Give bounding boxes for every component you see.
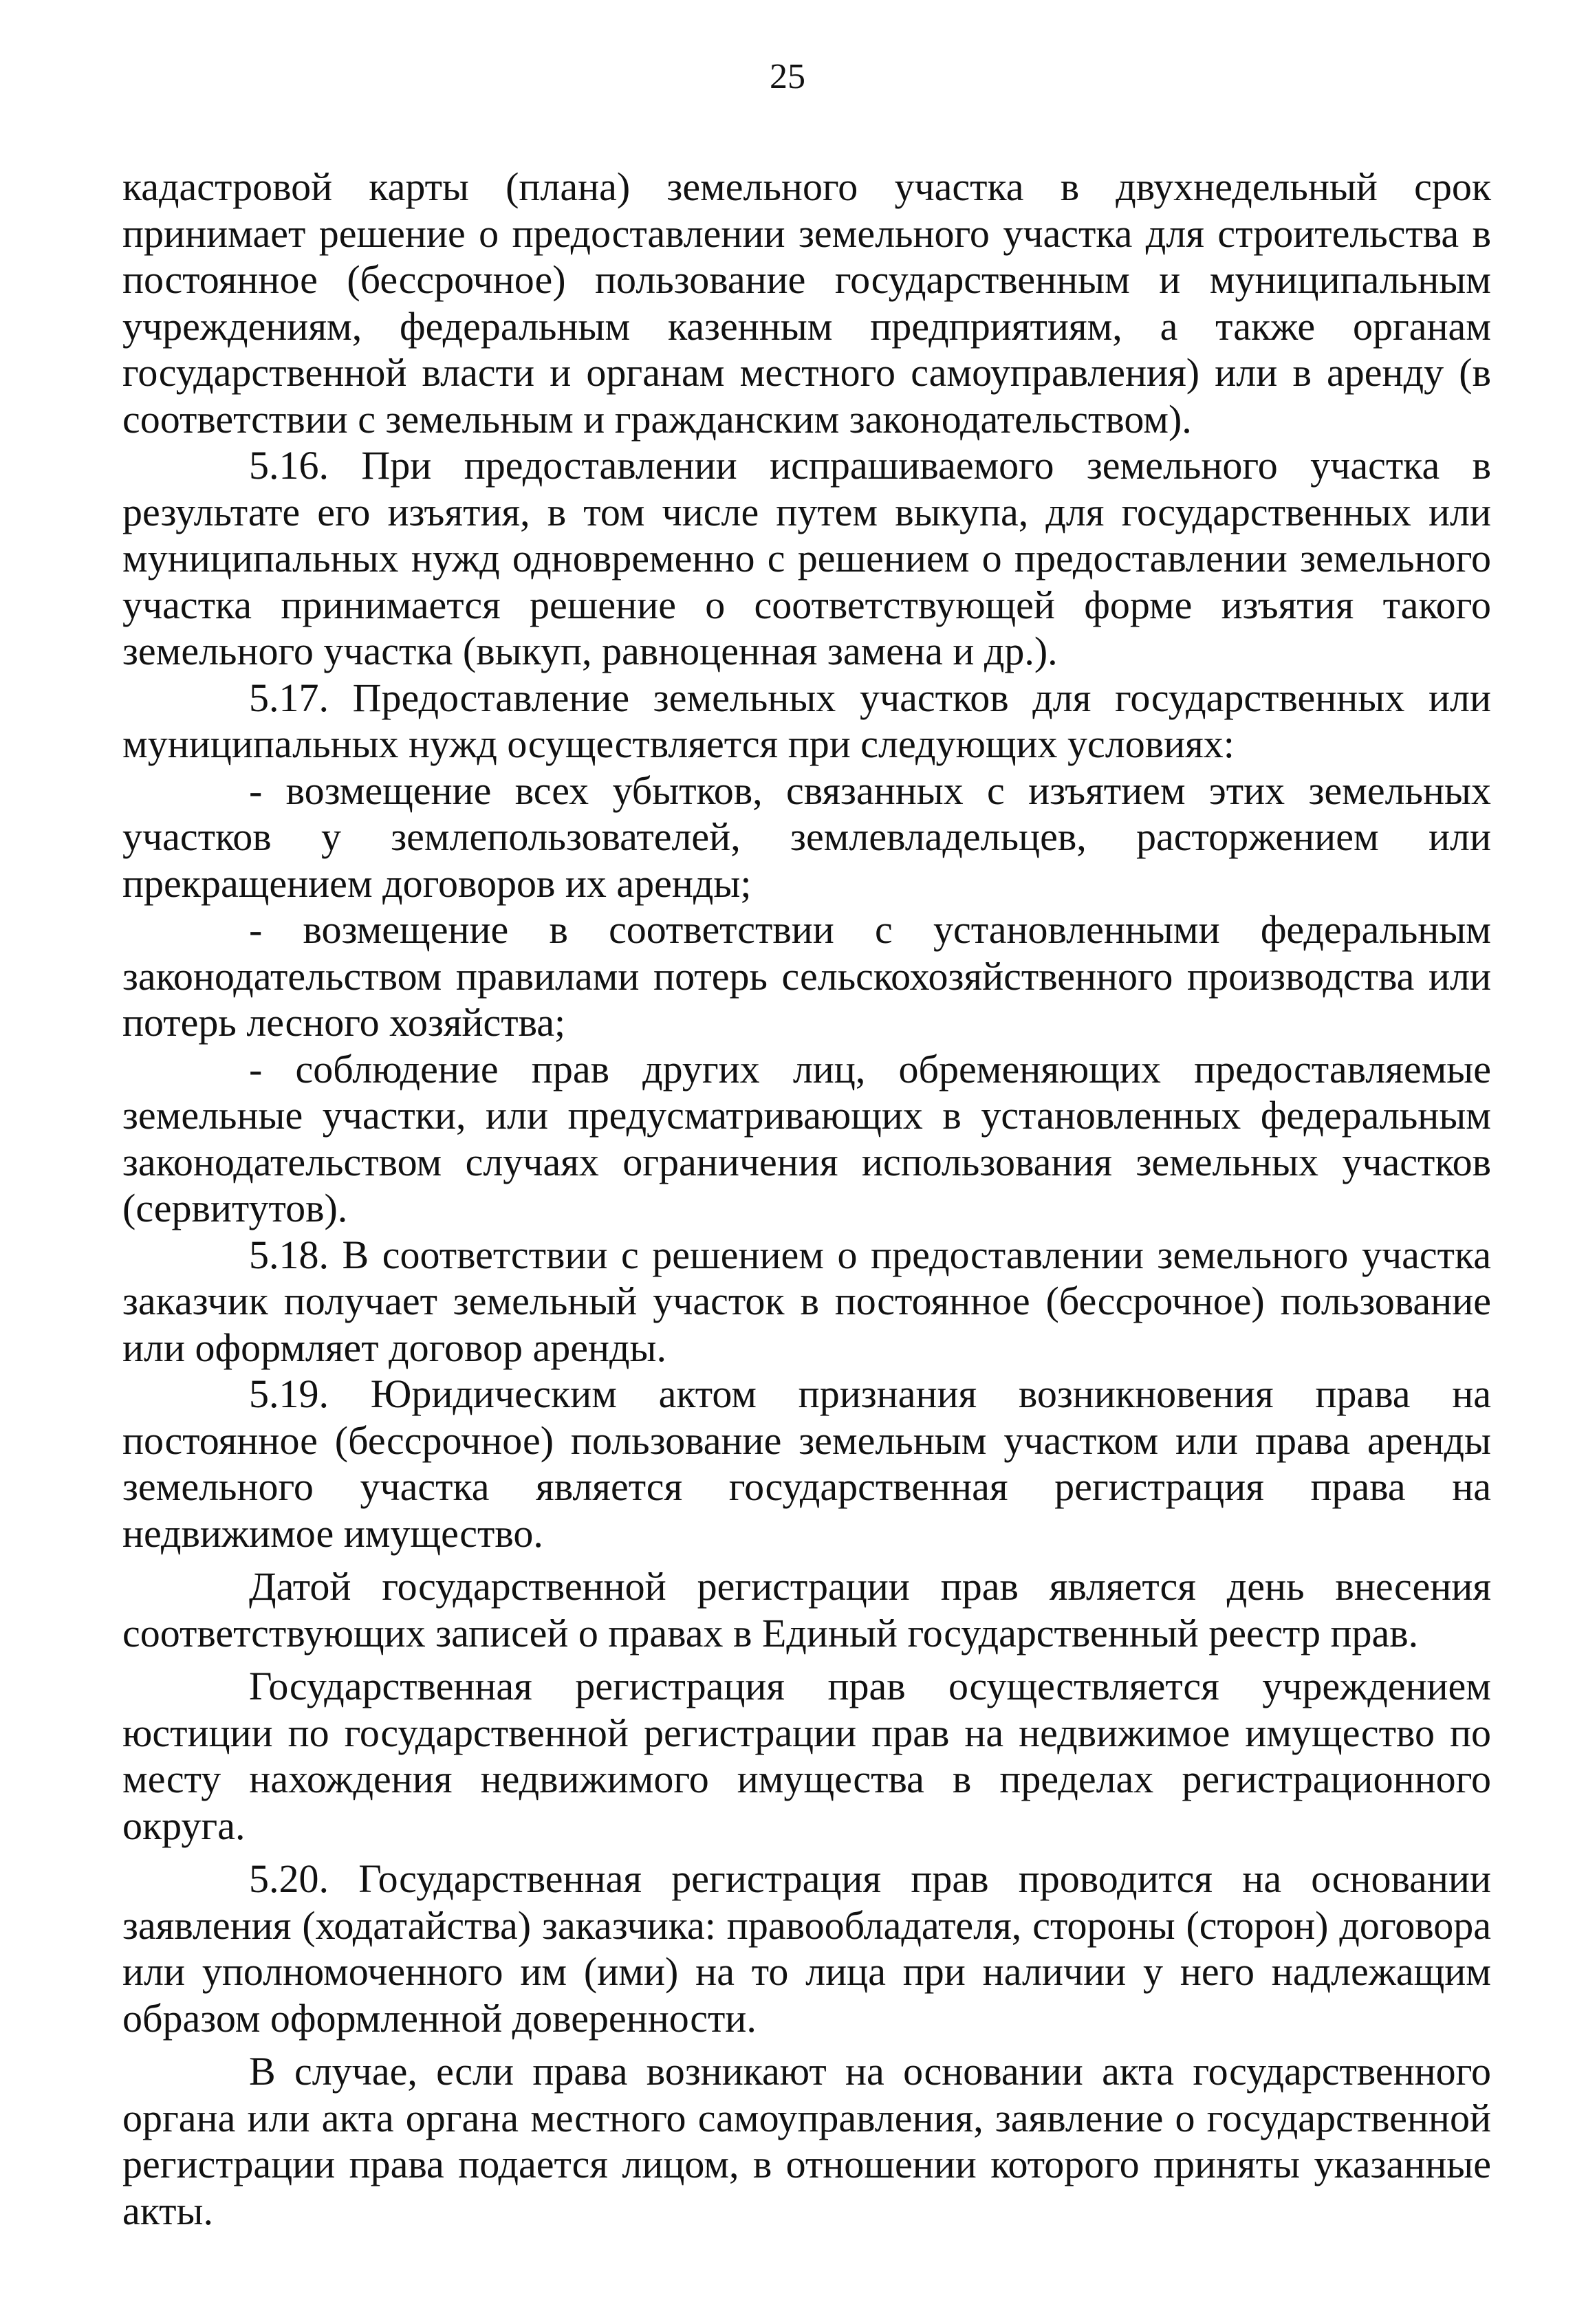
page-number: 25 bbox=[770, 57, 805, 96]
document-body bbox=[122, 164, 1491, 2234]
paragraph-5-19: 5.19. Юридическим актом признания возникновения права на постоянное (бессрочное) пользование земельным участком или права аренды земельного участка является государственная регистрация права на недвижимое имущество. bbox=[122, 1371, 1491, 1556]
list-item-compensation-losses: - возмещение всех убытков, связанных с изъятием этих земельных участков у землепользователей, землевладельцев, расторжением или прекращением договоров их аренды; bbox=[122, 768, 1491, 906]
paragraph-registration-authority: Государственная регистрация прав осуществляется учреждением юстиции по государственной регистрации прав на недвижимое имущество по месту нахождения недвижимого имущества в пределах регистрационного округа. bbox=[122, 1664, 1491, 1848]
paragraph-state-act-case: В случае, если права возникают на основании акта государственного органа или акта органа местного самоуправления, заявление о государственной регистрации права подается лицом, в отношении которого приняты указанные акты. bbox=[122, 2049, 1491, 2233]
paragraph-5-18: 5.18. В соответствии с решением о предоставлении земельного участка заказчик получает земельный участок в постоянное (бессрочное) пользование или оформляет договор аренды. bbox=[122, 1232, 1491, 1370]
paragraph-continuation: кадастровой карты (плана) земельного участка в двухнедельный срок принимает решение о предоставлении земельного участка для строительства в постоянное (бессрочное) пользование государственным и муниципальным учреждениям, федеральным казенным предприятиям, а также органам государственной власти и органам местного самоуправления) или в аренду (в соответствии с земельным и гражданским законодательством). bbox=[122, 164, 1491, 442]
list-item-compensation-production: - возмещение в соответствии с установленными федеральным законодательством правилами потерь сельскохозяйственного производства или потерь лесного хозяйства; bbox=[122, 907, 1491, 1045]
paragraph-5-16: 5.16. При предоставлении испрашиваемого земельного участка в результате его изъятия, в том числе путем выкупа, для государственных или муниципальных нужд одновременно с решением о предоставлении земельного участка принимается решение о соответствующей форме изъятия такого земельного участка (выкуп, равноценная замена и др.). bbox=[122, 443, 1491, 673]
paragraph-registration-date: Датой государственной регистрации прав является день внесения соответствующих записей о правах в Единый государственный реестр прав. bbox=[122, 1564, 1491, 1655]
paragraph-5-17: 5.17. Предоставление земельных участков для государственных или муниципальных нужд осуществляется при следующих условиях: bbox=[122, 675, 1491, 766]
paragraph-5-20: 5.20. Государственная регистрация прав проводится на основании заявления (ходатайства) заказчика: правообладателя, стороны (сторон) договора или уполномоченного им (ими) на то лица при наличии у него надлежащим образом оформленной доверенности. bbox=[122, 1856, 1491, 2041]
list-item-servitudes: - соблюдение прав других лиц, обременяющих предоставляемые земельные участки, или предусматривающих в установленных федеральным законодательством случаях ограничения использования земельных участков (сервитутов). bbox=[122, 1046, 1491, 1230]
